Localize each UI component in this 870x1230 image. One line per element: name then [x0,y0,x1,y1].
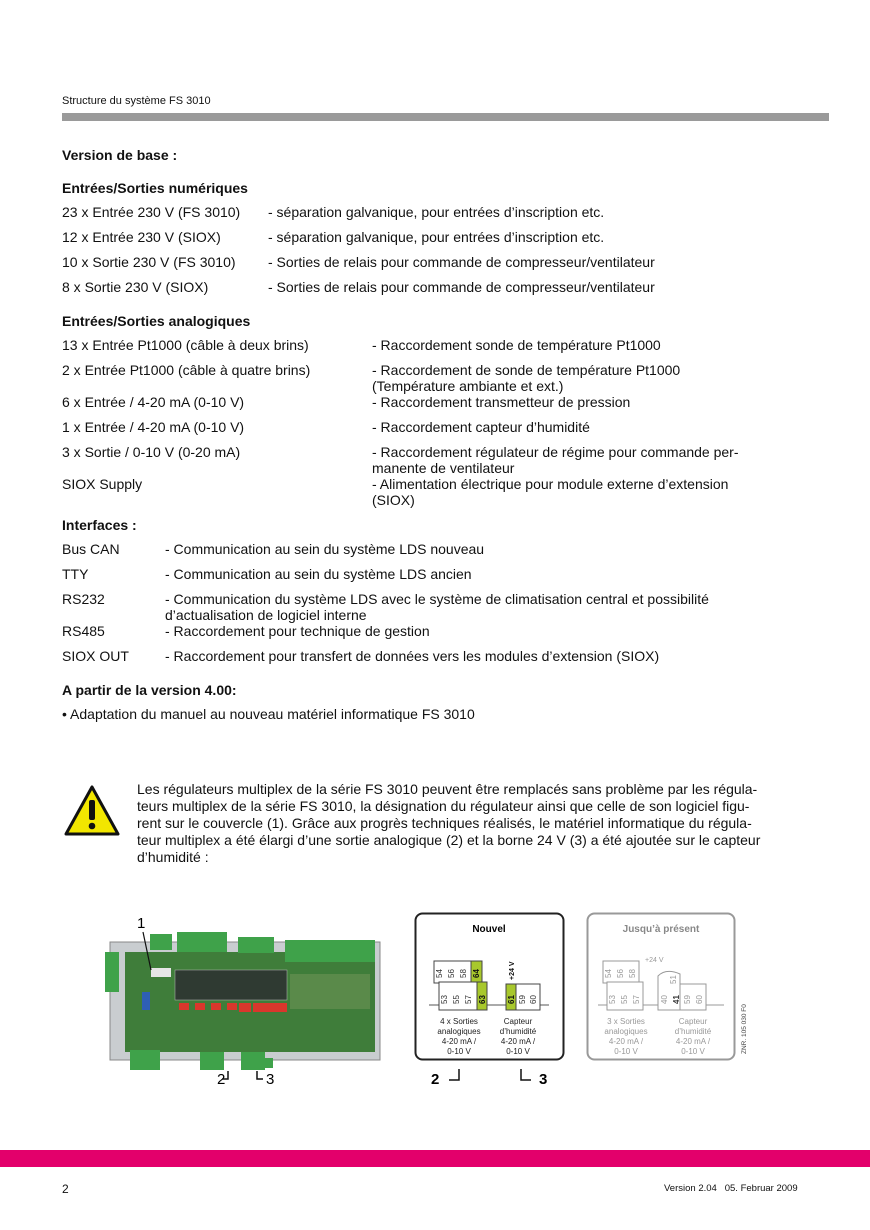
new-terminal-diagram [414,912,574,1092]
diagram-label: 55 [620,995,629,1004]
callout-3-new: 3 [539,1071,548,1088]
diagram-label: 63 [478,995,487,1004]
diagram-label: 4-20 mA / [608,1037,644,1046]
diagram-label: 57 [632,995,641,1004]
diagram-title-old: Jusqu’à présent [622,924,700,935]
callout-2-new: 2 [431,1071,440,1088]
diagram-label: 56 [616,969,625,978]
bullet-icon: • [62,706,71,722]
diagram-label: analogiques [437,1027,481,1036]
section-heading: Interfaces : [62,517,137,533]
diagram-label: 61 [507,995,516,1004]
spec-item: TTY [62,566,89,582]
spec-description: - Communication au sein du système LDS ancien [165,566,472,582]
spec-row [62,541,802,566]
spec-description: - Raccordement de sonde de température Pt1000 (Température ambiante et ext.) [372,362,681,394]
warning-triangle-icon [64,785,120,837]
spec-row [62,394,802,419]
spec-row [62,362,802,394]
bullet-text: Adaptation du manuel au nouveau matériel informatique FS 3010 [70,706,475,722]
spec-description: - Raccordement sonde de température Pt1000 [372,337,661,353]
spec-item: 3 x Sortie / 0-10 V (0-20 mA) [62,444,241,460]
spec-item: RS232 [62,591,105,607]
diagram-label: Capteur [678,1017,708,1026]
spec-description: - Sorties de relais pour commande de compresseur/ventilateur [268,279,655,295]
spec-description: - séparation galvanique, pour entrées d’inscription etc. [268,229,605,245]
page-number: 2 [62,1182,69,1196]
spec-item: 10 x Sortie 230 V (FS 3010) [62,254,236,270]
spec-description: - Communication au sein du système LDS nouveau [165,541,485,557]
spec-item: RS485 [62,623,105,639]
section-heading: Entrées/Sorties numériques [62,180,248,196]
diagram-label: 41 [672,995,681,1004]
spec-item: Bus CAN [62,541,120,557]
spec-item: 2 x Entrée Pt1000 (câble à quatre brins) [62,362,311,378]
diagram-label: 60 [529,995,538,1004]
spec-content [62,146,802,731]
section-heading: Version de base : [62,147,178,163]
header-rule [62,113,829,121]
spec-row [62,229,802,254]
footer-accent-bar [0,1150,870,1167]
diagram-label: 53 [608,995,617,1004]
diagram-title-new: Nouvel [472,924,506,935]
spec-description: - Raccordement pour technique de gestion [165,623,430,639]
version-info: Version 2.04 05. Februar 2009 [664,1183,798,1194]
controller-board-image [105,912,390,1087]
spec-row [62,591,802,623]
diagram-label: 58 [628,969,637,978]
diagram-label: d’humidité [499,1027,537,1036]
spec-description: - séparation galvanique, pour entrées d’inscription etc. [268,204,605,220]
spec-row [62,623,802,648]
spec-item: 13 x Entrée Pt1000 (câble à deux brins) [62,337,309,353]
diagram-label: 4 x Sorties [440,1017,478,1026]
diagram-label: 0-10 V [447,1047,471,1056]
diagram-label: +24 V [509,961,516,980]
diagram-label: 59 [683,995,692,1004]
section-heading: Entrées/Sorties analogiques [62,313,251,329]
diagram-label: 0-10 V [506,1047,530,1056]
diagram-label: 55 [452,995,461,1004]
spec-row [62,419,802,444]
bullet-item [62,706,802,731]
diagram-label: 58 [459,969,468,978]
callout-2: 2 [217,1071,226,1087]
diagram-label: analogiques [604,1027,648,1036]
spec-item: SIOX Supply [62,476,143,492]
diagram-label: 0-10 V [614,1047,638,1056]
spec-row [62,476,802,508]
spec-item: SIOX OUT [62,648,129,664]
diagram-label: 64 [472,969,481,978]
spec-row [62,279,802,304]
spec-description: - Raccordement régulateur de régime pour commande per- manente de ventilateur [372,444,739,476]
diagram-label: 51 [669,975,678,984]
spec-row [62,337,802,362]
diagram-label: 60 [695,995,704,1004]
diagram-label: 54 [604,969,613,978]
spec-item: 12 x Entrée 230 V (SIOX) [62,229,221,245]
diagram-label: +24 V [645,957,664,964]
diagram-label: 56 [447,969,456,978]
callout-3: 3 [266,1071,275,1087]
diagram-label: 4-20 mA / [675,1037,711,1046]
diagram-label: 3 x Sorties [607,1017,645,1026]
spec-row [62,444,802,476]
diagram-label: Capteur [503,1017,533,1026]
spec-item: 23 x Entrée 230 V (FS 3010) [62,204,241,220]
warning-text: Les régulateurs multiplex de la série FS 3010 peuvent être remplacés sans problème par les régula- teurs multiplex de la série FS 3010, la désignation du régulateur ainsi que celle de son logiciel figu- rent sur le couvercle (1). Grâce aux progrès techniques réalisés, le matériel informatique du régula- teur multiplex a été élargi d’une sortie analogique (2) et la borne 24 V (3) a été ajoutée sur le capteur d’humidité : [137,781,761,865]
drawing-reference: ZNR. 105 030 F0 [741,1004,748,1054]
section-heading: A partir de la version 4.00: [62,682,237,698]
diagram-label: 53 [440,995,449,1004]
diagram-label: 0-10 V [681,1047,705,1056]
callout-1: 1 [137,915,146,932]
diagram-label: 40 [660,995,669,1004]
spec-item: 1 x Entrée / 4-20 mA (0-10 V) [62,419,245,435]
spec-item: 6 x Entrée / 4-20 mA (0-10 V) [62,394,245,410]
previous-terminal-diagram [586,912,751,1072]
spec-description: - Raccordement pour transfert de données vers les modules d’extension (SIOX) [165,648,660,664]
diagram-label: 57 [464,995,473,1004]
diagram-label: 54 [435,969,444,978]
spec-description: - Raccordement transmetteur de pression [372,394,631,410]
spec-description: - Alimentation électrique pour module externe d’extension (SIOX) [372,476,729,508]
spec-row [62,566,802,591]
diagram-label: 4-20 mA / [441,1037,477,1046]
spec-item: 8 x Sortie 230 V (SIOX) [62,279,209,295]
spec-description: - Communication du système LDS avec le système de climatisation central et possibilité d’actualisation de logiciel interne [165,591,709,623]
spec-row [62,254,802,279]
spec-row [62,204,802,229]
diagram-label: d’humidité [674,1027,712,1036]
diagram-label: 4-20 mA / [500,1037,536,1046]
running-header: Structure du système FS 3010 [62,95,211,107]
spec-description: - Sorties de relais pour commande de compresseur/ventilateur [268,254,655,270]
spec-description: - Raccordement capteur d’humidité [372,419,590,435]
diagram-label: 59 [518,995,527,1004]
spec-row [62,648,802,673]
